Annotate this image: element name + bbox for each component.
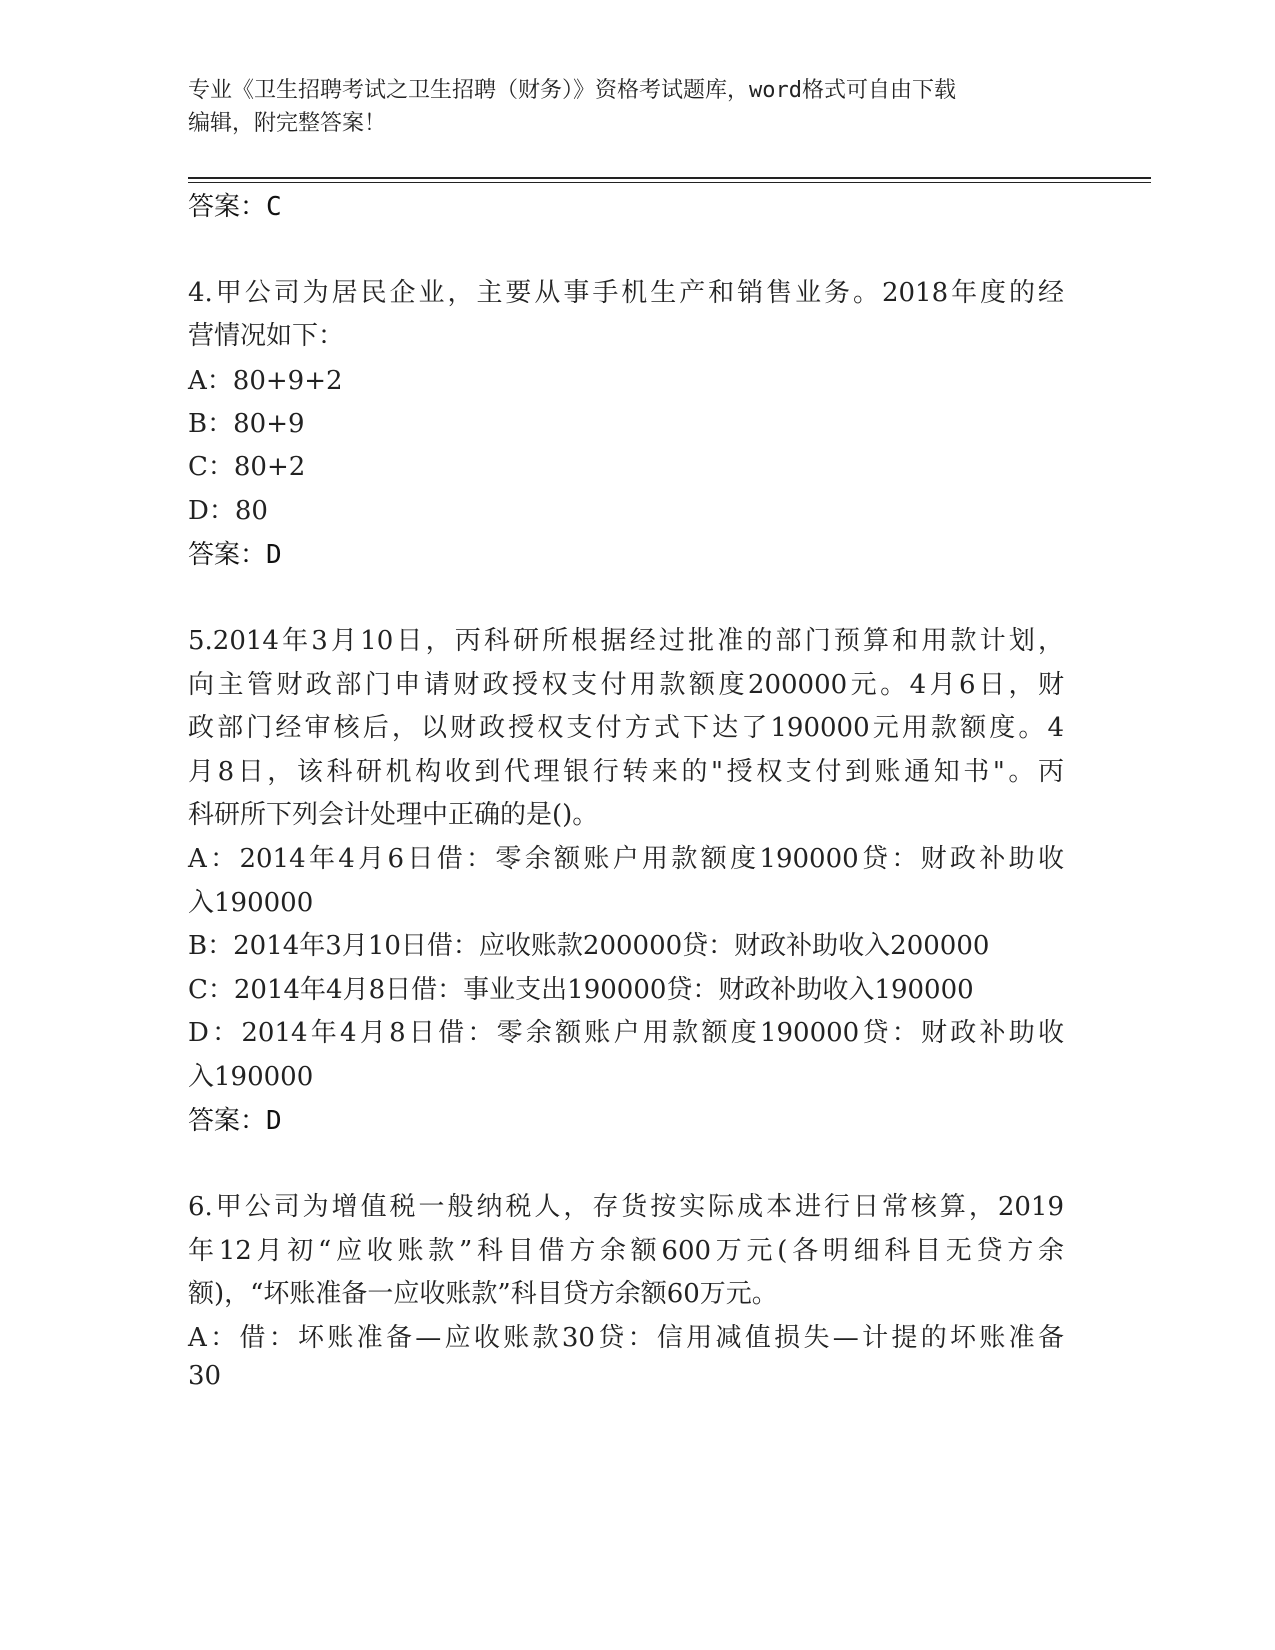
q5-option-d-line-2: 入190000 (188, 1062, 314, 1092)
q6-stem-line-1: 6.甲公司为增值税一般纳税人，存货按实际成本进行日常核算，2019 (188, 1192, 1064, 1222)
answer-value: D (266, 540, 282, 570)
q6-option-a-line-1: A：借：坏账准备—应收账款30贷：信用减值损失—计提的坏账准备 (188, 1323, 1064, 1353)
q5-stem-line-4: 月8日，该科研机构收到代理银行转来的"授权支付到账通知书"。丙 (188, 757, 1064, 787)
q4-stem-line-2: 营情况如下： (188, 321, 345, 351)
q6-stem-line-2: 年12月初“应收账款”科目借方余额600万元(各明细科目无贷方余 (188, 1236, 1064, 1266)
q5-stem-line-1: 5.2014年3月10日，丙科研所根据经过批准的部门预算和用款计划， (188, 626, 1064, 656)
q5-option-b: B：2014年3月10日借：应收账款200000贷：财政补助收入200000 (188, 931, 990, 961)
q5-stem-line-3: 政部门经审核后，以财政授权支付方式下达了190000元用款额度。4 (188, 713, 1064, 743)
q4-option-c: C：80+2 (188, 452, 306, 482)
q6-stem-line-3: 额)，“坏账准备一应收账款”科目贷方余额60万元。 (188, 1279, 778, 1309)
answer-label: 答案： (188, 1106, 267, 1136)
q4-option-a: A：80+9+2 (188, 366, 343, 396)
q6-option-a-line-2: 30 (188, 1361, 222, 1391)
q5-option-a-line-2: 入190000 (188, 888, 314, 918)
header-line-2: 编辑，附完整答案！ (188, 111, 387, 136)
header-divider-thick (188, 177, 1151, 179)
q5-option-c: C：2014年4月8日借：事业支出190000贷：财政补助收入190000 (188, 975, 974, 1005)
q4-option-d: D：80 (188, 496, 268, 526)
answer-label: 答案： (188, 192, 267, 222)
header-divider-thin (188, 182, 1151, 183)
answer-label: 答案： (188, 540, 267, 570)
q5-stem-line-2: 向主管财政部门申请财政授权支付用款额度200000元。4月6日，财 (188, 670, 1064, 700)
q5-option-a-line-1: A：2014年4月6日借：零余额账户用款额度190000贷：财政补助收 (188, 844, 1064, 874)
header-line-1: 专业《卫生招聘考试之卫生招聘（财务）》资格考试题库，word格式可自由下载 (188, 78, 956, 103)
q5-option-d-line-1: D：2014年4月8日借：零余额账户用款额度190000贷：财政补助收 (188, 1018, 1064, 1048)
q5-answer (188, 1100, 282, 1137)
answer-value: D (266, 1106, 282, 1136)
q4-stem-line-1: 4.甲公司为居民企业，主要从事手机生产和销售业务。2018年度的经 (188, 278, 1064, 308)
answer-previous (188, 186, 282, 223)
q5-stem-line-5: 科研所下列会计处理中正确的是()。 (188, 800, 599, 830)
answer-value: C (266, 192, 282, 222)
page-header (188, 74, 1068, 140)
q4-option-b: B：80+9 (188, 409, 305, 439)
q4-answer (188, 534, 282, 571)
